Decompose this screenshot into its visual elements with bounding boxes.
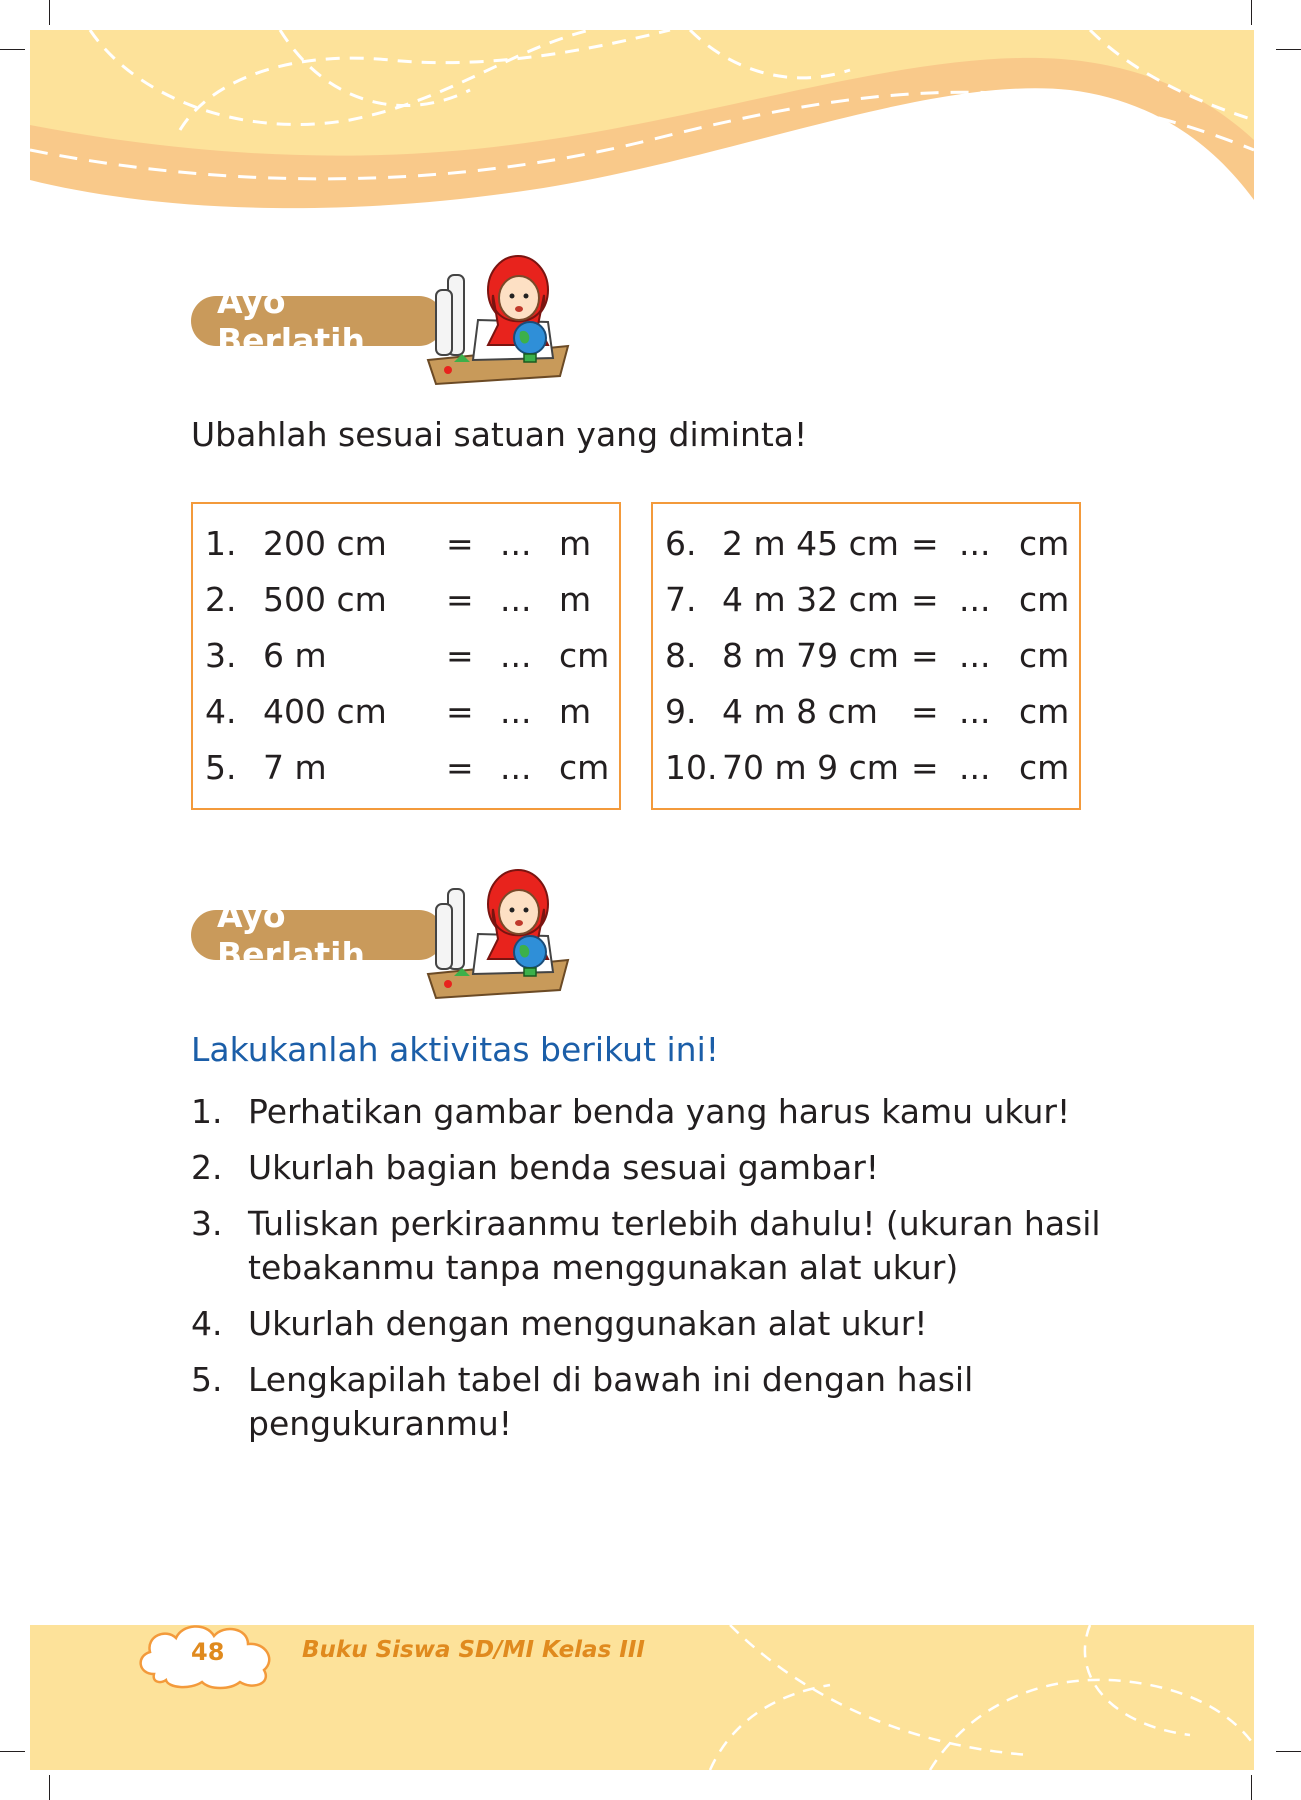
exercise-row <box>653 692 1079 732</box>
exercise-box-left <box>191 502 621 810</box>
target-unit: cm <box>1019 636 1070 675</box>
exercise-row <box>193 636 619 676</box>
answer-blank: ... <box>959 524 991 563</box>
exercise-value: 400 cm <box>263 692 387 731</box>
target-unit: cm <box>1019 524 1070 563</box>
step-text: Ukurlah dengan menggunakan alat ukur! <box>248 1304 928 1343</box>
exercise-number: 6. <box>665 524 697 563</box>
exercise-number: 5. <box>205 748 237 787</box>
exercise-row <box>193 692 619 732</box>
exercise-value: 4 m 32 cm <box>722 580 899 619</box>
section-badge <box>191 896 444 974</box>
exercise-value: 7 m <box>263 748 327 787</box>
answer-blank: ... <box>500 524 532 563</box>
header-decoration <box>30 30 1254 260</box>
exercise-row <box>193 580 619 620</box>
answer-blank: ... <box>959 748 991 787</box>
target-unit: cm <box>559 636 610 675</box>
equals-sign: = <box>911 636 939 675</box>
exercise-number: 9. <box>665 692 697 731</box>
target-unit: cm <box>1019 748 1070 787</box>
exercise-row <box>653 580 1079 620</box>
equals-sign: = <box>446 580 474 619</box>
exercise-number: 2. <box>205 580 237 619</box>
target-unit: m <box>559 580 592 619</box>
exercise-row <box>193 524 619 564</box>
exercise-value: 500 cm <box>263 580 387 619</box>
crop-mark <box>0 49 25 50</box>
crop-mark <box>49 0 50 25</box>
crop-mark <box>1251 0 1252 25</box>
equals-sign: = <box>446 524 474 563</box>
step-text: Perhatikan gambar benda yang harus kamu ukur! <box>248 1092 1071 1131</box>
list-item <box>191 1090 1111 1134</box>
exercise-number: 10. <box>665 748 718 787</box>
exercise-value: 70 m 9 cm <box>722 748 899 787</box>
equals-sign: = <box>446 748 474 787</box>
exercise-number: 7. <box>665 580 697 619</box>
answer-blank: ... <box>959 692 991 731</box>
student-mascot-illustration <box>418 864 578 1004</box>
crop-mark <box>1276 49 1301 50</box>
crop-mark <box>0 1751 25 1752</box>
page-number: 48 <box>191 1638 225 1666</box>
step-text: Ukurlah bagian benda sesuai gambar! <box>248 1148 880 1187</box>
exercise-number: 4. <box>205 692 237 731</box>
equals-sign: = <box>911 524 939 563</box>
exercise-row <box>653 636 1079 676</box>
target-unit: m <box>559 524 592 563</box>
exercise-box-right <box>651 502 1081 810</box>
section-instruction: Ubahlah sesuai satuan yang diminta! <box>191 415 808 454</box>
answer-blank: ... <box>959 636 991 675</box>
crop-mark <box>49 1775 50 1800</box>
answer-blank: ... <box>500 692 532 731</box>
answer-blank: ... <box>500 636 532 675</box>
exercise-row <box>653 748 1079 788</box>
section-instruction: Lakukanlah aktivitas berikut ini! <box>191 1030 719 1069</box>
crop-mark <box>1276 1751 1301 1752</box>
answer-blank: ... <box>500 748 532 787</box>
exercise-number: 3. <box>205 636 237 675</box>
exercise-value: 6 m <box>263 636 327 675</box>
exercise-value: 200 cm <box>263 524 387 563</box>
equals-sign: = <box>446 636 474 675</box>
target-unit: m <box>559 692 592 731</box>
book-title: Buku Siswa SD/MI Kelas III <box>302 1637 645 1663</box>
step-number: 1. <box>191 1092 223 1131</box>
exercise-row <box>653 524 1079 564</box>
step-text: Lengkapilah tabel di bawah ini dengan hasil pengukuranmu! <box>248 1360 974 1443</box>
target-unit: cm <box>559 748 610 787</box>
target-unit: cm <box>1019 580 1070 619</box>
list-item <box>191 1202 1111 1290</box>
list-item <box>191 1358 1111 1446</box>
badge-label: Ayo Berlatih <box>217 282 365 360</box>
answer-blank: ... <box>500 580 532 619</box>
exercise-row <box>193 748 619 788</box>
answer-blank: ... <box>959 580 991 619</box>
target-unit: cm <box>1019 692 1070 731</box>
crop-mark <box>1251 1775 1252 1800</box>
step-number: 4. <box>191 1304 223 1343</box>
exercise-number: 8. <box>665 636 697 675</box>
equals-sign: = <box>446 692 474 731</box>
student-mascot-illustration <box>418 250 578 390</box>
step-number: 3. <box>191 1204 223 1243</box>
step-number: 5. <box>191 1360 223 1399</box>
activity-steps <box>191 1090 1111 1458</box>
list-item <box>191 1302 1111 1346</box>
equals-sign: = <box>911 748 939 787</box>
equals-sign: = <box>911 580 939 619</box>
badge-label: Ayo Berlatih <box>217 896 365 974</box>
section-badge <box>191 282 444 360</box>
equals-sign: = <box>911 692 939 731</box>
exercise-number: 1. <box>205 524 237 563</box>
exercise-value: 2 m 45 cm <box>722 524 899 563</box>
exercise-value: 4 m 8 cm <box>722 692 878 731</box>
exercise-value: 8 m 79 cm <box>722 636 899 675</box>
step-text: Tuliskan perkiraanmu terlebih dahulu! (ukuran hasil tebakanmu tanpa menggunakan alat ukur) <box>248 1204 1101 1287</box>
step-number: 2. <box>191 1148 223 1187</box>
list-item <box>191 1146 1111 1190</box>
